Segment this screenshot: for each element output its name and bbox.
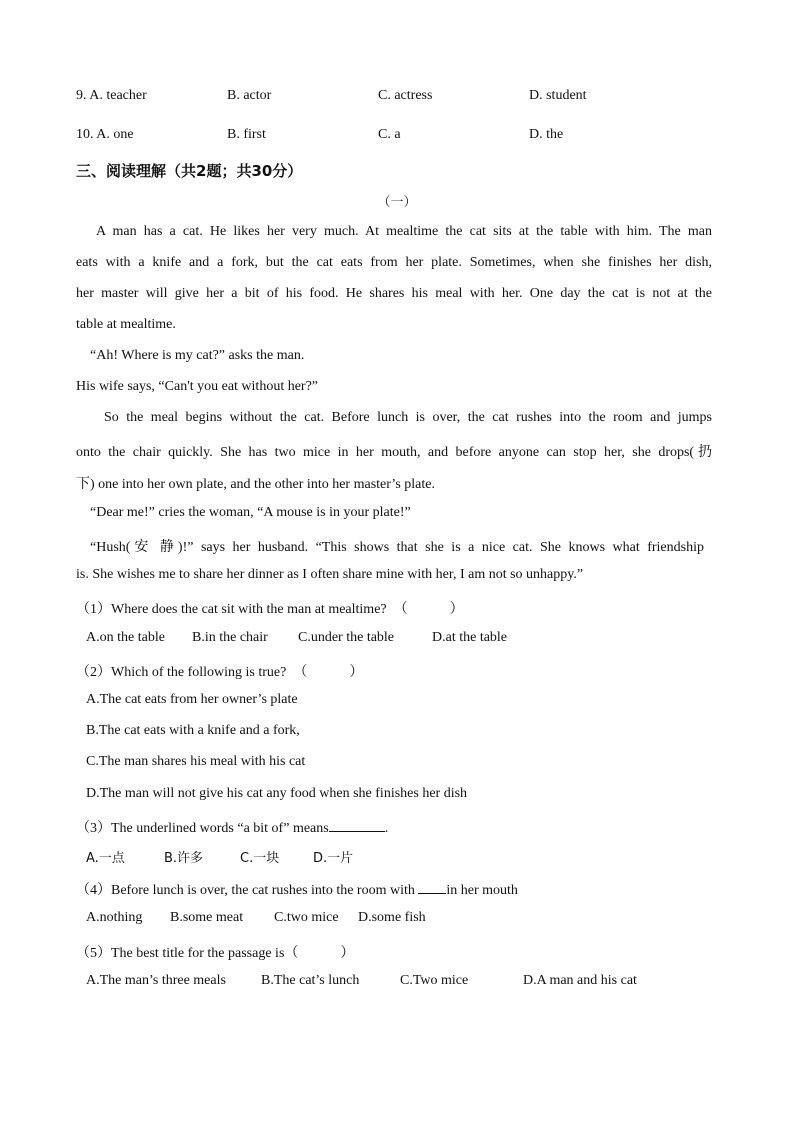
dialogue-line: His wife says, “Can't you eat without her?” (76, 379, 319, 394)
question-stem: （2）Which of the following is true? （ ） (76, 665, 364, 680)
dialogue-line: is. She wishes me to share her dinner as I often share mine with her, I am not so unhappy.” (76, 567, 584, 582)
question-stem (76, 817, 388, 837)
passage-line: eats with a knife and a fork, but the cat eats from her plate. Sometimes, when she finishes her dish, (76, 255, 712, 270)
passage-line: onto the chair quickly. She has two mice in her mouth, and before anyone can stop her, she drops(扔 (76, 445, 712, 460)
option-b: B.许多 (164, 851, 204, 866)
option-d: D.The man will not give his cat any food when she finishes her dish (86, 786, 468, 801)
passage-line: 下) one into her own plate, and the other into her master’s plate. (76, 477, 435, 492)
option-c: C.two mice (274, 910, 339, 925)
section-title: 三、阅读理解（共2题；共30分） (76, 162, 303, 180)
passage-line: table at mealtime. (76, 317, 176, 332)
option-b: B.in the chair (192, 630, 268, 645)
option-c: C.The man shares his meal with his cat (86, 754, 306, 769)
part-heading: （一） (377, 195, 417, 210)
passage-line: So the meal begins without the cat. Before lunch is over, the cat rushes into the room and jumps (104, 410, 712, 425)
question-stem-text: （4）Before lunch is over, the cat rushes into the room with (76, 883, 415, 898)
dialogue-line: “Ah! Where is my cat?” asks the man. (90, 348, 305, 363)
option-10d: D. the (529, 127, 564, 142)
option-a: A.一点 (86, 851, 125, 866)
question-stem-end: . (384, 821, 389, 836)
option-a: A.nothing (86, 910, 143, 925)
passage-line: her master will give her a bit of his food. He shares his meal with her. One day the cat is not at the (76, 286, 712, 301)
answer-blank (418, 880, 446, 894)
option-d: D.some fish (358, 910, 426, 925)
dialogue-line: “Dear me!” cries the woman, “A mouse is in your plate!” (90, 505, 411, 520)
answer-blank (329, 818, 385, 832)
option-c: C.一块 (240, 851, 280, 866)
question-stem: （5）The best title for the passage is（ ） (76, 946, 355, 961)
option-9a: 9. A. teacher (76, 88, 147, 103)
option-b: B.some meat (170, 910, 244, 925)
question-stem (76, 879, 518, 899)
question-stem-text: （3）The underlined words “a bit of” means (76, 821, 329, 836)
option-d: D.at the table (432, 630, 508, 645)
option-9d: D. student (529, 88, 587, 103)
option-c: C.under the table (298, 630, 395, 645)
passage-line: A man has a cat. He likes her very much. At mealtime the cat sits at the table with him. The man (96, 224, 712, 239)
option-a: A.The man’s three meals (86, 973, 226, 988)
option-10c: C. a (378, 127, 401, 142)
option-d: D.一片 (313, 851, 354, 866)
question-stem: （1）Where does the cat sit with the man at mealtime? （ ） (76, 602, 464, 617)
option-9c: C. actress (378, 88, 433, 103)
option-10a: 10. A. one (76, 127, 134, 142)
option-9b: B. actor (227, 88, 272, 103)
option-b: B.The cat eats with a knife and a fork, (86, 723, 300, 738)
option-a: A.on the table (86, 630, 165, 645)
question-stem-after: in her mouth (446, 883, 518, 898)
option-a: A.The cat eats from her owner’s plate (86, 692, 298, 707)
option-b: B.The cat’s lunch (261, 973, 360, 988)
option-d: D.A man and his cat (523, 973, 637, 988)
option-c: C.Two mice (400, 973, 469, 988)
dialogue-line: “Hush(安 静)!” says her husband. “This shows that she is a nice cat. She knows what friendship (90, 540, 704, 555)
option-10b: B. first (227, 127, 266, 142)
